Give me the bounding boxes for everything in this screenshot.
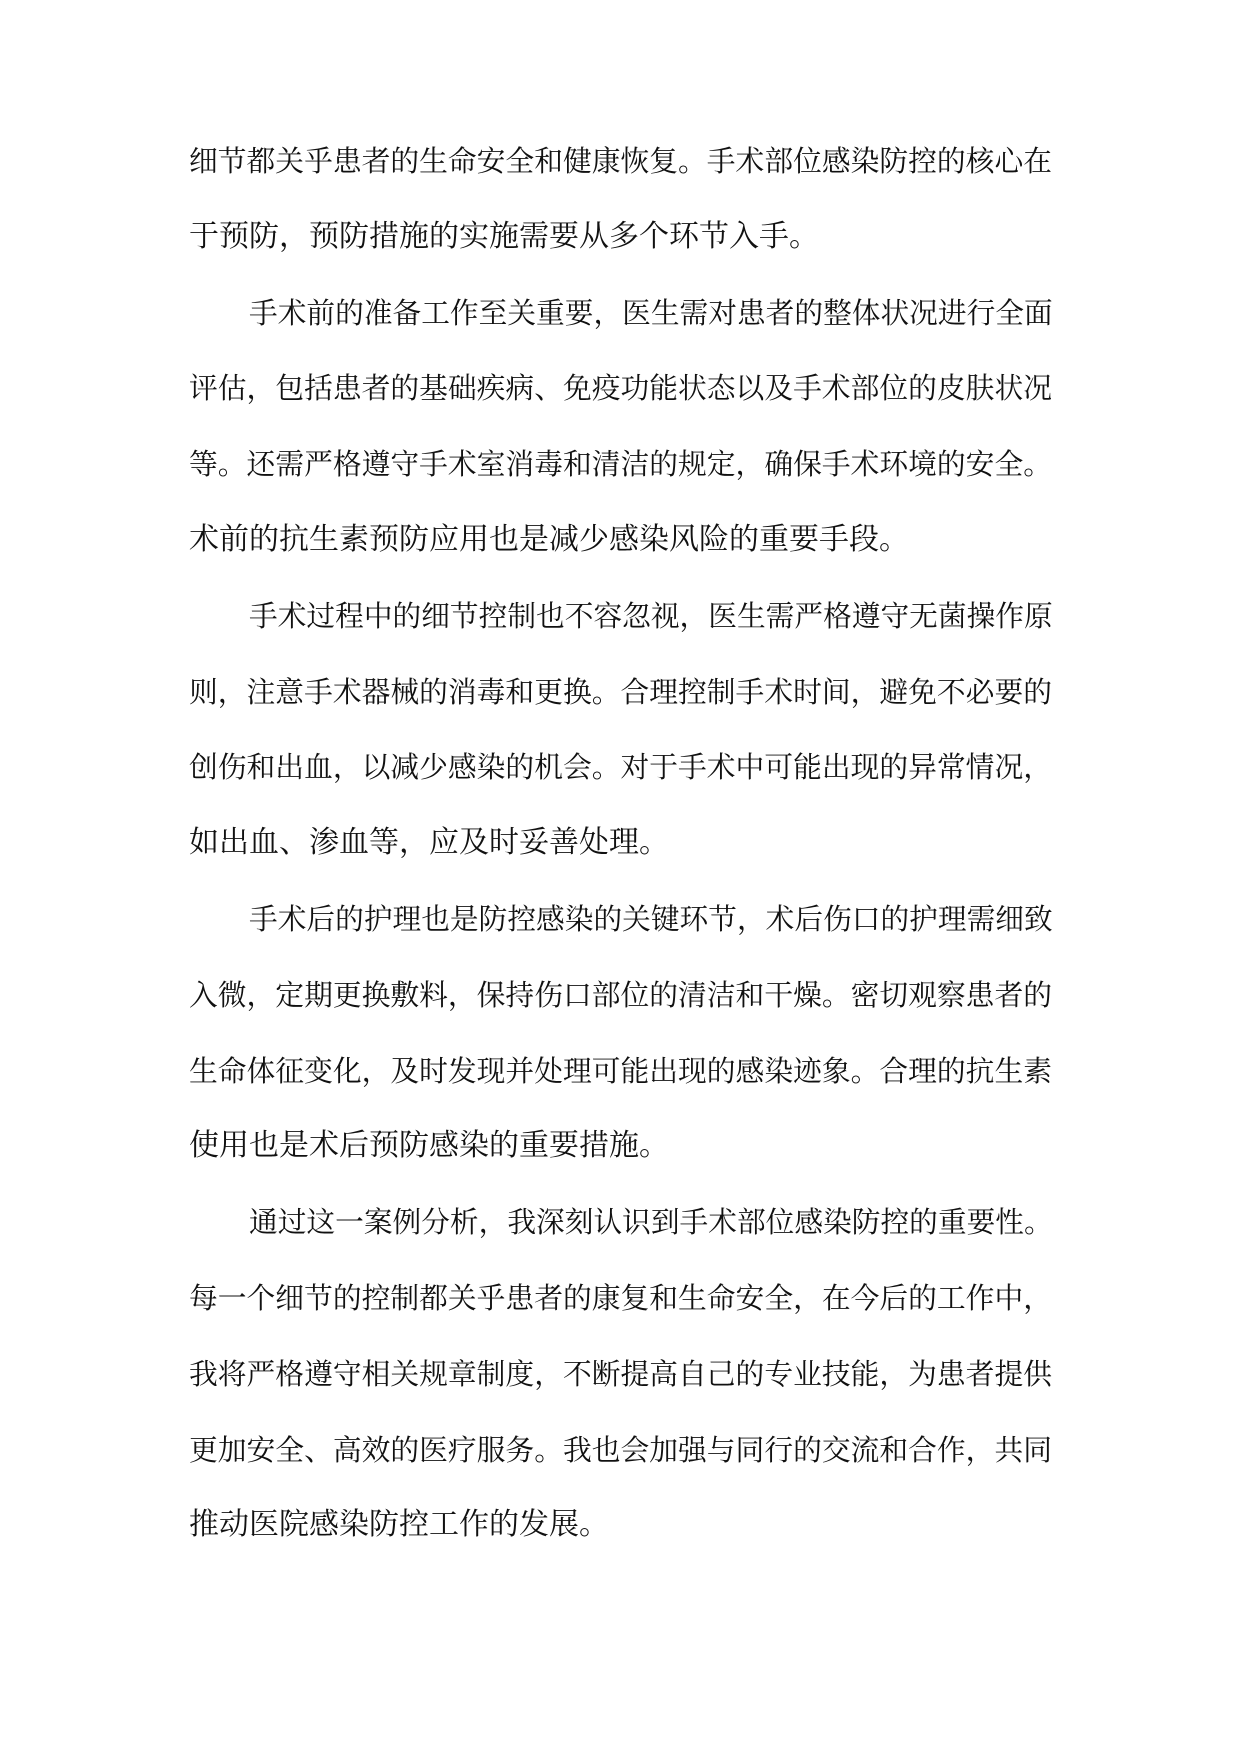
text-line: 评估，包括患者的基础疾病、免疫功能状态以及手术部位的皮肤状况: [189, 371, 1052, 406]
paragraph-first-line: 手术前的准备工作至关重要，医生需对患者的整体状况进行全面: [249, 295, 1053, 330]
text-line: 创伤和出血，以减少感染的机会。对于手术中可能出现的异常情况，: [189, 750, 1052, 785]
text-line: 入微，定期更换敷料，保持伤口部位的清洁和干燥。密切观察患者的: [189, 977, 1052, 1012]
text-line: 于预防，预防措施的实施需要从多个环节入手。: [189, 218, 819, 254]
paragraph-first-line: 手术后的护理也是防控感染的关键环节，术后伤口的护理需细致: [249, 901, 1053, 936]
text-line: 细节都关乎患者的生命安全和健康恢复。手术部位感染防控的核心在: [189, 144, 1052, 178]
text-line: 如出血、渗血等，应及时妥善处理。: [189, 825, 669, 861]
text-line: 术前的抗生素预防应用也是减少感染风险的重要手段。: [189, 521, 909, 557]
document-body: [189, 139, 1057, 1579]
text-line: 我将严格遵守相关规章制度，不断提高自己的专业技能，为患者提供: [189, 1356, 1052, 1391]
text-line: 生命体征变化，及时发现并处理可能出现的感染迹象。合理的抗生素: [189, 1053, 1052, 1088]
paragraph-first-line: 通过这一案例分析，我深刻认识到手术部位感染防控的重要性。: [249, 1205, 1053, 1240]
text-line: 则，注意手术器械的消毒和更换。合理控制手术时间，避免不必要的: [189, 674, 1052, 709]
text-line: 推动医院感染防控工作的发展。: [189, 1507, 609, 1543]
text-line: 更加安全、高效的医疗服务。我也会加强与同行的交流和合作，共同: [189, 1432, 1052, 1467]
paragraph-first-line: 手术过程中的细节控制也不容忽视，医生需严格遵守无菌操作原: [249, 598, 1053, 633]
text-line: 等。还需严格遵守手术室消毒和清洁的规定，确保手术环境的安全。: [189, 447, 1052, 482]
text-line: 每一个细节的控制都关乎患者的康复和生命安全，在今后的工作中，: [189, 1280, 1052, 1315]
text-line: 使用也是术后预防感染的重要措施。: [189, 1128, 669, 1164]
